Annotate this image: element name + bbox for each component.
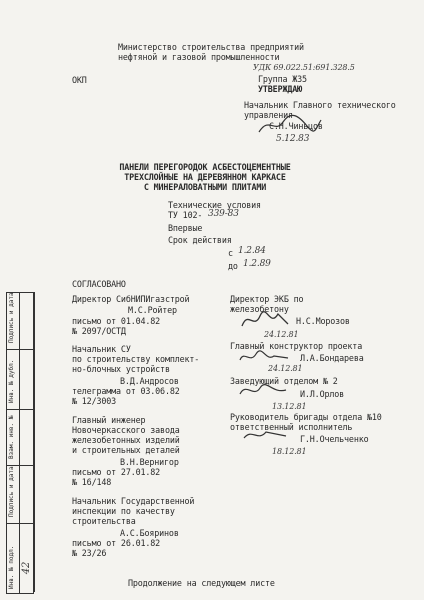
signer-4-title1: Руководитель бригады отдела №10 [230,412,382,422]
tu-number: 339-83 [208,209,239,219]
archive-stamp-table [6,292,34,594]
validity-to-date: 1.2.89 [243,259,271,269]
validity-from-prefix: с [228,248,233,258]
ministry-line1: Министерство строительства предприятий [118,42,304,52]
approver-1-title: Директор СибНИПИгазстрой [72,294,190,304]
signer-3-name: И.Л.Орлов [300,389,345,399]
stamp-label-orig-inv: Инв. № подл. [8,545,15,589]
approver-3-title2: Новочеркасского завода [72,425,180,435]
validity-label: Срок действия [168,235,232,245]
continued-footer: Продолжение на следующем листе [128,578,275,588]
signer-4-title2: ответственный исполнитель [230,422,353,432]
approver-4-name: А.С.Бояринов [120,528,179,538]
doc-title-line2: ТРЕХСЛОЙНЫЕ НА ДЕРЕВЯННОМ КАРКАСЕ [124,172,286,182]
approver-4-title3: строительства [72,516,136,526]
signer-1-date: 24.12.81 [264,330,299,339]
page-mark: 42 [21,561,33,575]
approver-4-ref2: № 23/26 [72,548,107,558]
approver-2-ref1: телеграмма от 03.06.82 [72,386,180,396]
signer-2-date: 24.12.81 [268,364,303,373]
tech-conditions-label: Технические условия [168,200,261,210]
page-frame-line [34,292,35,592]
signer-3-signature [236,380,296,402]
signer-1-title1: Директор ЭКБ по [230,294,304,304]
approver-4-title2: инспекции по качеству [72,506,175,516]
signer-4-signature [240,424,296,446]
validity-to-prefix: до [228,261,238,271]
approver-3-title3: железобетонных изделий [72,435,180,445]
chief-title-line1: Начальник Главного технического [244,100,396,110]
signer-3-date: 13.12.81 [272,402,307,411]
signer-4-date: 18.12.81 [272,447,307,456]
signer-1-name: Н.С.Морозов [296,316,350,326]
signer-2-name: Л.А.Бондарева [300,353,364,363]
first-time-label: Впервые [168,223,203,233]
approved-label: УТВЕРЖДАЮ [258,84,303,94]
group-label: Группа Ж35 [258,74,307,84]
signer-1-signature [238,308,298,332]
signer-4-name: Г.Н.Очельченко [300,434,369,444]
chief-name: С.Н.Чиньцов [269,121,323,131]
ministry-line2: нефтяной и газовой промышленности [118,52,280,62]
approver-1-name: М.С.Ройтер [128,305,177,315]
doc-title-line1: ПАНЕЛИ ПЕРЕГОРОДОК АСБЕСТОЦЕМЕНТНЫЕ [119,162,291,172]
stamp-label-dup-inv: Инв. № дубл. [8,359,15,403]
approver-3-title4: и строительных деталей [72,445,180,455]
approver-4-title1: Начальник Государственной [72,496,195,506]
agreed-label: СОГЛАСОВАНО [72,279,126,289]
approver-1-ref2: № 2097/ОСТД [72,326,126,336]
approver-2-title3: но-блочных устройств [72,364,170,374]
validity-from-date: 1.2.84 [238,246,266,256]
chief-title-line2: управления [244,110,293,120]
udc-code: УДК 69.022.51:691.328.5 [253,63,355,72]
approver-2-ref2: № 12/3003 [72,396,117,406]
approver-2-title1: Начальник СУ [72,344,131,354]
approver-3-ref2: № 16/148 [72,477,112,487]
signer-1-title2: железобетону [230,304,289,314]
approver-2-name: В.Д.Андросов [120,376,179,386]
stamp-label-replace-inv: Взам. инв. № [8,415,15,459]
approver-3-ref1: письмо от 27.01.82 [72,467,161,477]
stamp-label-sign-date: Подпись и дата [8,466,15,517]
approver-3-name: В.Н.Вернигор [120,457,179,467]
tu-prefix: ТУ 102- [168,210,203,220]
approver-2-title2: по строительству комплект- [72,354,200,364]
okp-label: ОКП [72,75,87,85]
signer-3-title: Заведующий отделом № 2 [230,376,338,386]
doc-title-line3: С МИНЕРАЛОВАТНЫМИ ПЛИТАМИ [143,182,267,192]
signer-2-title: Главный конструктор проекта [230,341,363,351]
approver-4-ref1: письмо от 26.01.82 [72,538,161,548]
approver-3-title1: Главный инженер [72,415,146,425]
stamp-label-sign-date-top: Подпись и дата [8,292,15,343]
chief-date: 5.12.83 [276,134,310,144]
approver-1-ref1: письмо от 01.04.82 [72,316,161,326]
